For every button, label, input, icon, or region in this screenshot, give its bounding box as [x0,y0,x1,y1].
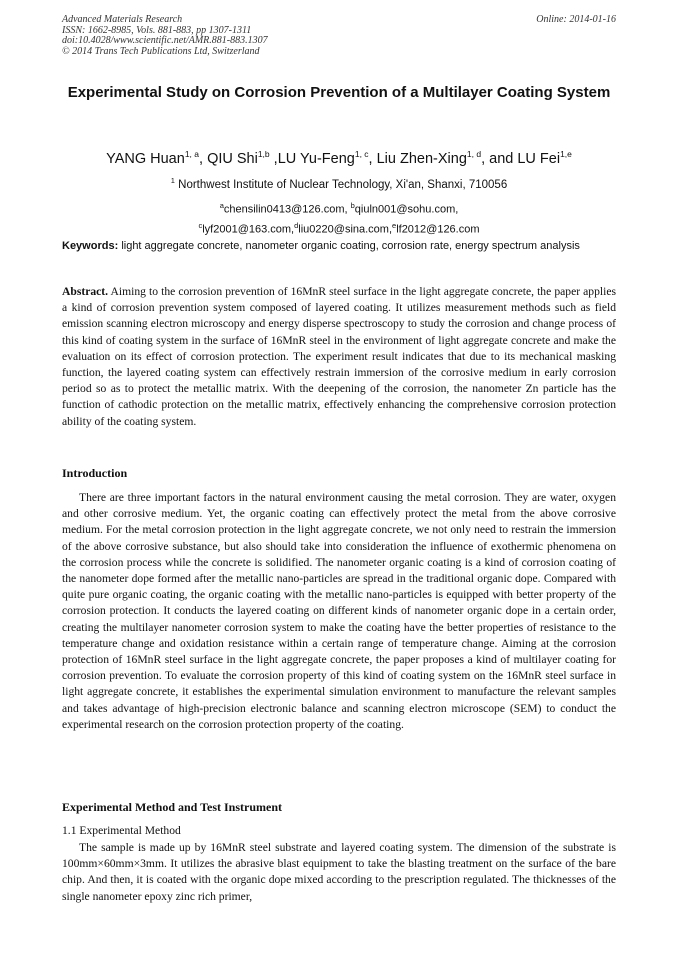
paper-title: Experimental Study on Corrosion Prevention of a Multilayer Coating System [67,84,611,101]
email-list [50,198,628,237]
author-name: LU Yu-Feng [277,150,355,167]
email-address[interactable]: qiuln001@sohu.com, [354,203,459,216]
email-address[interactable]: liu0220@sina.com, [298,223,393,236]
journal-name: Advanced Materials Research [62,14,183,25]
keywords-label: Keywords: [62,240,119,252]
keywords-block [62,240,616,254]
affiliation-mark: 1 [170,176,175,185]
issn-line: ISSN: 1662-8985, Vols. 881-883, pp 1307-1311 [62,24,252,36]
affiliation-text: Northwest Institute of Nuclear Technology, Xi'an, Shanxi, 710056 [178,178,508,191]
introduction-paragraph: There are three important factors in the natural environment causing the metal corrosion. They are water, oxygen and other corrosive medium. Yet, the organic coating can effectively protect the metal from the above corrosive medium. For the metal corrosion protection in the light aggregate concrete, we not only need to restrain the immersion of the above corrosive substance, but also should take into consideration the influence of exothermic phenomena on the corrosion process while the concrete is solidified. The nanometer organic coating is a kind of corrosion coating of the nanometer dope formed after the metallic nano-particles are spread in the traditional organic dope. Compared with quite pure organic coating, the organic coating with the metallic nano-particles is equipped with better property of the corrosion protection. It conducts the layered coating on different kinds of nanometer organic dope in a certain order, creating the multilayer nanometer corrosion system to make the coating have the better properties of resistance to the temperature change and oxidation resistance within a certain range of temperature change. Aiming at the corrosion protection of 16MnR steel surface in the light aggregate concrete, the paper proposes a kind of multilayer coating for corrosion prevention. To evaluate the corrosion property of this kind of coating system on the 16MnR steel surface in light aggregate concrete, it establishes the experimental simulation environment to manufacture the relevant samples and takes advantage of high-precision electronic balance and scanning electron microscope (SEM) to conduct the experimental research on the corrosion protection property of the coating. [62,491,616,731]
abstract-text: Aiming to the corrosion prevention of 16MnR steel surface in the light aggregate concrete, the paper applies a kind of corrosion prevention system composed of layered coating. It utilizes measurement methods such as field emission scanning electron microscopy and energy disperse spectroscopy to study the corrosion and change process of this kind of coating system in the surface of 16MnR steel in the environment of light aggregate concrete and make the evaluation on its effect of corrosion protection. The experiment result indicates that due to its mechanical masking function, the layered coating system can effectively restrain immersion of the corrosive medium in early corrosion period so as to protect the metallic matrix. With the deepening of the corrosion, the nanometer Zn particle has the function of cathodic protection on the metallic matrix, effectively enhancing the comprehensive corrosion protection ability of the coating system. [62,285,616,428]
email-mark: a [219,201,224,210]
email-mark: b [350,201,355,210]
abstract-label: Abstract. [62,285,109,298]
author-name: YANG Huan [106,150,185,167]
experimental-heading: Experimental Method and Test Instrument [62,800,283,814]
author-affiliation-mark: 1, c [354,149,369,159]
experimental-subheading: 1.1 Experimental Method [62,824,181,837]
author-name: LU Fei [517,150,561,167]
author-list [50,149,628,167]
email-address[interactable]: chensilin0413@126.com, [223,203,351,216]
author-separator: , [368,150,377,167]
abstract-paragraph [62,284,616,430]
email-address[interactable]: lf2012@126.com [396,223,480,236]
author-affiliation-mark: 1, d [466,149,482,159]
keywords-text: light aggregate concrete, nanometer organic coating, corrosion rate, energy spectrum analysis [121,240,580,252]
introduction-heading: Introduction [62,466,128,480]
copyright-line: © 2014 Trans Tech Publications Ltd, Switzerland [62,45,260,57]
author-separator: , [269,150,278,167]
author-affiliation-mark: 1,b [257,149,270,159]
author-separator: , and [481,150,518,167]
experimental-paragraph: The sample is made up by 16MnR steel substrate and layered coating system. The dimension of the substrate is 100mm×60mm×3mm. It utilizes the abrasive blast equipment to take the blasting treatment on the surface of the bare chip. And then, it is coated with the organic dope mixed according to the prescription regulated. The thicknesses of the single nanometer epoxy zinc rich primer, [62,841,616,903]
journal-header [62,15,616,57]
author-separator: , [199,150,208,167]
email-address[interactable]: lyf2001@163.com, [202,223,295,236]
author-affiliation-mark: 1,e [560,149,572,159]
author-affiliation-mark: 1, a [184,149,199,159]
online-date: Online: 2014-01-16 [536,14,616,25]
author-name: Liu Zhen-Xing [376,150,467,167]
email-mark: d [294,220,299,230]
author-name: QIU Shi [207,150,258,167]
doi-line: doi:10.4028/www.scientific.net/AMR.881-883.1307 [62,35,268,47]
email-mark: e [392,220,397,230]
email-mark: c [198,220,203,230]
affiliation [50,176,628,191]
